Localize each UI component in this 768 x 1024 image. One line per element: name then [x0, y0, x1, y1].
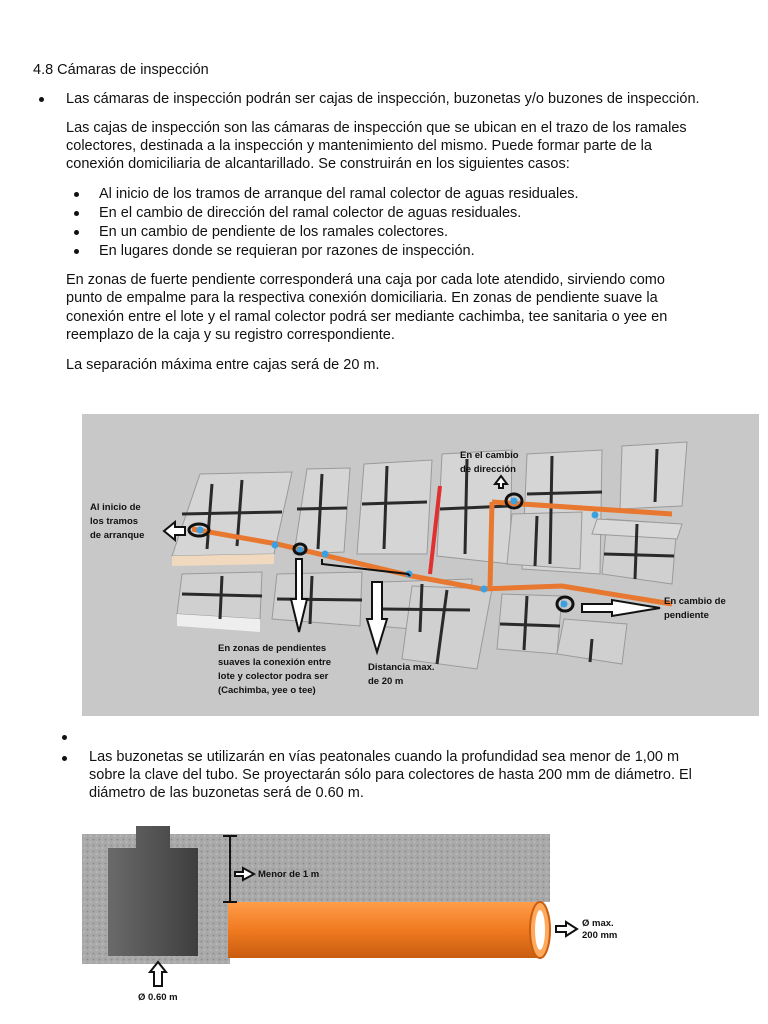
section-title: 4.8 Cámaras de inspección — [33, 62, 209, 78]
diameter-arrow-icon — [556, 922, 577, 936]
case-item: En el cambio de dirección del ramal colector de aguas residuales. — [99, 205, 522, 221]
bullet-dot — [74, 211, 79, 216]
label-inicio: de arranque — [90, 530, 145, 541]
para2-line: En zonas de fuerte pendiente corresponderá una caja por cada lote atendido, sirviendo como — [66, 272, 665, 288]
bullet-dot — [74, 230, 79, 235]
bullet-dot — [74, 192, 79, 197]
label-diam-max: Ø max. — [582, 918, 614, 929]
inspection-network-figure — [82, 414, 759, 716]
label-suaves: lote y colector podra ser — [218, 671, 329, 682]
label-distancia: Distancia max. — [368, 662, 435, 673]
para1-line: conexión domiciliaria de alcantarillado. Se construirán en los siguientes casos: — [66, 156, 570, 172]
case-item: En un cambio de pendiente de los ramales colectores. — [99, 224, 449, 240]
buzoneta-figure — [80, 826, 680, 1016]
intro-bullet-text: Las cámaras de inspección podrán ser cajas de inspección, buzonetas y/o buzones de inspección. — [66, 91, 700, 107]
bullet-dot — [39, 97, 44, 102]
pipe-opening — [535, 910, 545, 950]
pipe-body — [228, 902, 540, 958]
label-diam-buz: Ø 0.60 m — [138, 992, 178, 1003]
bullet-dot — [62, 735, 67, 740]
label-menor: Menor de 1 m — [258, 869, 320, 880]
label-suaves: suaves la conexión entre — [218, 657, 331, 668]
case-item: Al inicio de los tramos de arranque del ramal colector de aguas residuales. — [99, 186, 579, 202]
buzoneta-line: Las buzonetas se utilizarán en vías peatonales cuando la profundidad sea menor de 1,00 m — [89, 749, 680, 765]
buzoneta-arrow-icon — [150, 962, 166, 986]
bullet-dot — [74, 249, 79, 254]
para2-line: punto de empalme para la respectiva conexión domiciliaria. En zonas de pendiente suave la — [66, 290, 658, 306]
buzoneta-line: sobre la clave del tubo. Se proyectarán sólo para colectores de hasta 200 mm de diámetro. El — [89, 767, 692, 783]
label-diam-max: 200 mm — [582, 930, 618, 941]
label-direccion: En el cambio — [460, 450, 519, 461]
case-item: En lugares donde se requieran por razones de inspección. — [99, 243, 475, 259]
para1-line: colectores, destinada a la inspección y mantenimiento del mismo. Puede formar parte de la — [66, 138, 652, 154]
para2-line: reemplazo de la caja y su registro correspondiente. — [66, 327, 395, 343]
para3-text: La separación máxima entre cajas será de 20 m. — [66, 357, 380, 373]
label-direccion: de dirección — [460, 464, 516, 475]
label-inicio: los tramos — [90, 516, 139, 527]
label-pendiente: En cambio de — [664, 596, 726, 607]
label-distancia: de 20 m — [368, 676, 404, 687]
label-suaves: (Cachimba, yee o tee) — [218, 685, 316, 696]
para2-line: conexión entre el lote y el ramal colector podrá ser mediante cachimba, tee sanitaria o yee en — [66, 309, 668, 325]
label-inicio: Al inicio de — [90, 502, 141, 513]
bullet-dot — [62, 756, 67, 761]
label-suaves: En zonas de pendientes — [218, 643, 327, 654]
para1-line: Las cajas de inspección son las cámaras de inspección que se ubican en el trazo de los ramales — [66, 120, 687, 136]
label-pendiente: pendiente — [664, 610, 709, 621]
buzoneta-line: diámetro de las buzonetas será de 0.60 m. — [89, 785, 364, 801]
